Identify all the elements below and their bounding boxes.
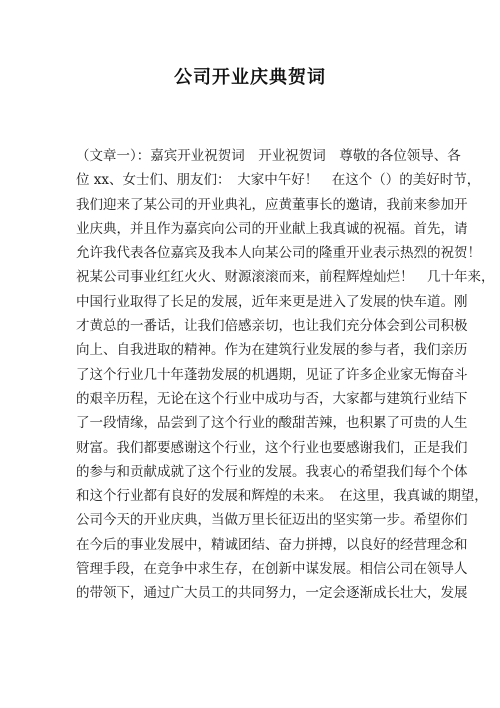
body-line: 向上、自我进取的精神。作为在建筑行业发展的参与者，我们亲历 xyxy=(76,342,468,359)
body-line: 祝某公司事业红红火火、财源滚滚而来，前程辉煌灿烂！ 几十年来， xyxy=(76,269,495,286)
body-line: 的参与和贡献成就了这个行业的发展。我衷心的希望我们每个个体 xyxy=(76,463,468,480)
body-line: （文章一）：嘉宾开业祝贺词 开业祝贺词 尊敬的各位领导、各 xyxy=(76,148,461,164)
document-title: 公司开业庆典贺词 xyxy=(174,67,326,88)
body-line: 财富。我们都要感谢这个行业，这个行业也要感谢我们，正是我们 xyxy=(76,439,468,456)
document-body xyxy=(76,144,495,606)
body-line: 的艰辛历程，无论在这个行业中成功与否，大家都与建筑行业结下 xyxy=(76,390,468,407)
body-line: 允许我代表各位嘉宾及我本人向某公司的隆重开业表示热烈的祝贺！ xyxy=(76,245,481,262)
body-line: 业庆典，并且作为嘉宾向公司的开业献上我真诚的祝福。首先，请 xyxy=(76,220,468,237)
body-line: 在今后的事业发展中，精诚团结、奋力拼搏，以良好的经营理念和 xyxy=(76,536,468,553)
body-line: 的带领下，通过广大员工的共同努力，一定会逐渐成长壮大，发展 xyxy=(76,585,468,602)
body-line: 了一段情缘，品尝到了这个行业的酸甜苦辣，也积累了可贵的人生 xyxy=(76,415,468,432)
body-line: 了这个行业几十年蓬勃发展的机遇期，见证了许多企业家无悔奋斗 xyxy=(76,366,468,383)
body-line: 公司今天的开业庆典，当做万里长征迈出的坚实第一步。希望你们 xyxy=(76,512,468,529)
body-line: 我们迎来了某公司的开业典礼，应黄董事长的邀请，我前来参加开 xyxy=(76,196,468,213)
body-line: 位 xx、女士们、朋友们： 大家中午好！ 在这个（）的美好时节， xyxy=(76,172,481,189)
body-line: 中国行业取得了长足的发展，近年来更是进入了发展的快车道。刚 xyxy=(76,293,468,310)
body-line: 和这个行业都有良好的发展和辉煌的未来。 在这里，我真诚的期望， xyxy=(76,488,488,505)
body-line: 才黄总的一番话，让我们倍感亲切，也让我们充分体会到公司积极 xyxy=(76,318,468,335)
body-line: 管理手段，在竞争中求生存，在创新中谋发展。相信公司在领导人 xyxy=(76,561,468,578)
